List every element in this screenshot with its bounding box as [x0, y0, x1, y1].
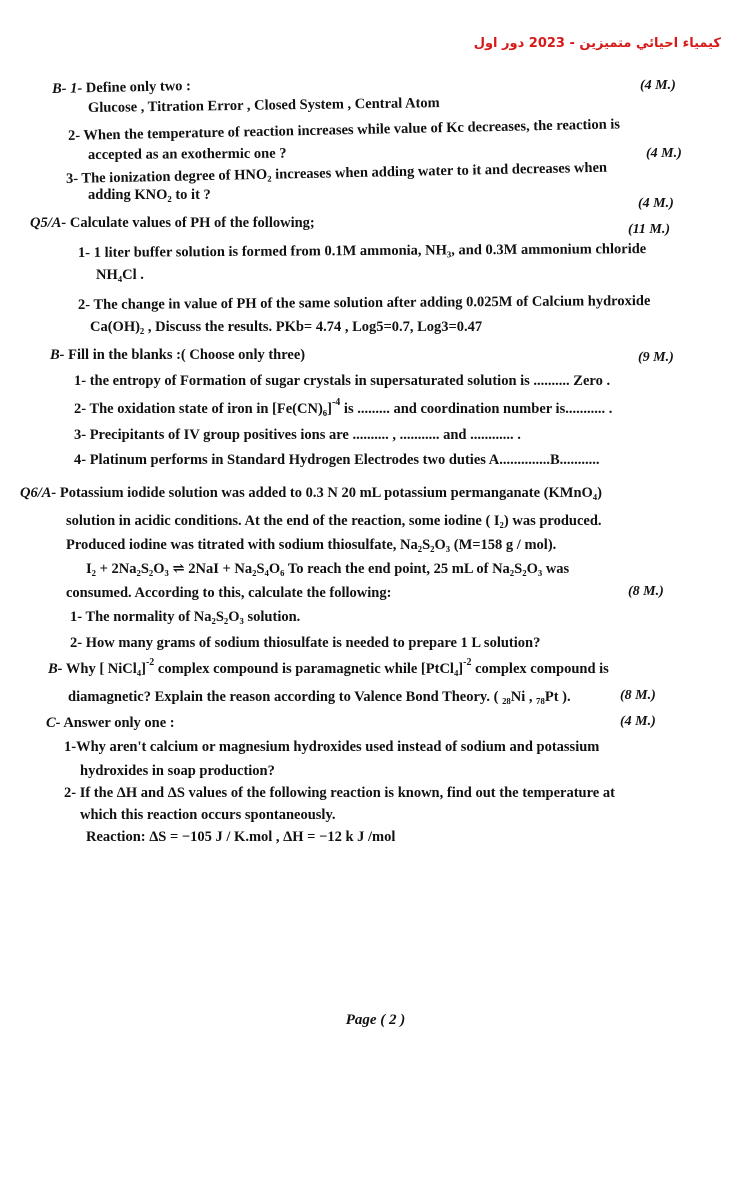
q6b-l2: diamagnetic? Explain the reason according to Valence Bond Theory. ( ₂₈Ni , ₇₈Pt ). — [68, 689, 571, 705]
q5b-l1-marks: (9 M.) — [638, 350, 674, 365]
q4b-label: B- 1- — [51, 80, 83, 97]
q5b-l5: 4- Platinum performs in Standard Hydrogen Electrodes two duties A..............B........... — [74, 452, 600, 468]
q6b-line-1 — [48, 657, 609, 680]
q5a-l5: Ca(OH)₂ , Discuss the results. PKb= 4.74 , Log5=0.7, Log3=0.47 — [90, 319, 483, 335]
q4b-l6-marks: (4 M.) — [638, 196, 674, 211]
q6c-l3: hydroxides in soap production? — [80, 763, 275, 779]
q4b-l4-marks: (4 M.) — [646, 146, 682, 161]
q4b-l5: 3- The ionization degree of HNO₂ increases when adding water to it and decreases when — [65, 159, 608, 187]
q5b-line-3 — [74, 397, 613, 420]
q5b-l2: 1- the entropy of Formation of sugar crystals in supersaturated solution is .......... Zero . — [74, 373, 611, 389]
q6c-l1-marks: (4 M.) — [620, 714, 656, 729]
q5a-l1-marks: (11 M.) — [628, 222, 670, 237]
q5b-line-1 — [50, 346, 305, 364]
q6c-l6: Reaction: ΔS = −105 J / K.mol , ΔH = −12 k J /mol — [86, 829, 396, 845]
q4b-l1: Define only two : — [85, 78, 192, 97]
q6a-l5-marks: (8 M.) — [628, 584, 664, 599]
q5b-label: B- — [50, 347, 65, 363]
q6b-label: B- — [48, 661, 63, 677]
q4b-l3: 2- When the temperature of reaction increases while value of Kc decreases, the reaction is — [67, 116, 621, 144]
q6c-l1: Answer only one : — [63, 715, 175, 731]
q5b-l3-b: is ......... and coordination number is........... . — [340, 401, 613, 417]
q5a-line-1 — [30, 214, 315, 232]
q6c-l4: 2- If the ΔH and ΔS values of the following reaction is known, find out the temperature at — [64, 785, 615, 801]
q4b-l1-marks: (4 M.) — [640, 78, 676, 93]
q5b-l4: 3- Precipitants of IV group positives ions are .......... , ........... and ............ . — [74, 427, 521, 443]
q6a-l2: solution in acidic conditions. At the end of the reaction, some iodine ( I₂) was produced. — [66, 513, 602, 529]
q6c-line-1 — [46, 714, 175, 732]
q4b-l2: Glucose , Titration Error , Closed System , Central Atom — [87, 95, 440, 116]
q6c-l5: which this reaction occurs spontaneously. — [80, 807, 336, 823]
header-title: كيمياء احيائي متميزين - 2023 دور اول — [473, 36, 721, 51]
q6c-label: C- — [46, 715, 61, 731]
page-number: Page ( 2 ) — [345, 1012, 406, 1028]
q6a-line-1 — [20, 484, 602, 502]
q6a-l6: 1- The normality of Na₂S₂O₃ solution. — [70, 609, 301, 625]
q6a-l3: Produced iodine was titrated with sodium thiosulfate, Na₂S₂O₃ (M=158 g / mol). — [66, 537, 557, 553]
q5a-l2: 1- 1 liter buffer solution is formed from 0.1M ammonia, NH₃, and 0.3M ammonium chloride — [77, 241, 647, 261]
q6a-l7: 2- How many grams of sodium thiosulfate is needed to prepare 1 L solution? — [70, 635, 541, 651]
q5a-label: Q5/A- — [30, 215, 67, 231]
q5a-l3: NH₄Cl . — [96, 267, 144, 283]
q5a-l4: 2- The change in value of PH of the same solution after adding 0.025M of Calcium hydroxide — [77, 293, 651, 313]
q5a-l1: Calculate values of PH of the following; — [69, 215, 315, 231]
q6b-l1-a: Why [ NiCl₄] — [65, 661, 146, 677]
q6a-label: Q6/A- — [20, 485, 57, 501]
q5b-l3-a: 2- The oxidation state of iron in [Fe(CN)₆] — [74, 401, 332, 417]
q4b-line-1 — [52, 77, 191, 98]
q4b-l4: accepted as an exothermic one ? — [87, 145, 287, 163]
q6a-l5: consumed. According to this, calculate the following: — [66, 585, 392, 601]
q6b-l1-c: complex compound is — [471, 661, 609, 677]
q6a-l4: I₂ + 2Na₂S₂O₃ ⇌ 2NaI + Na₂S₄O₆ To reach the end point, 25 mL of Na₂S₂O₃ was — [86, 561, 570, 577]
q6b-l1-b: complex compound is paramagnetic while [PtCl₄] — [154, 661, 464, 677]
q6b-l1-charge-2: -2 — [463, 657, 472, 668]
q5b-l1: Fill in the blanks :( Choose only three) — [68, 347, 306, 363]
q4b-l6: adding KNO₂ to it ? — [88, 187, 211, 203]
q6b-l2-marks: (8 M.) — [620, 688, 656, 703]
q6c-l2: 1-Why aren't calcium or magnesium hydroxides used instead of sodium and potassium — [64, 739, 600, 755]
q6a-l1: Potassium iodide solution was added to 0.3 N 20 mL potassium permanganate (KMnO₄) — [59, 485, 602, 501]
q6b-l1-charge-1: -2 — [145, 657, 155, 668]
q5b-l3-charge: -4 — [331, 397, 341, 408]
